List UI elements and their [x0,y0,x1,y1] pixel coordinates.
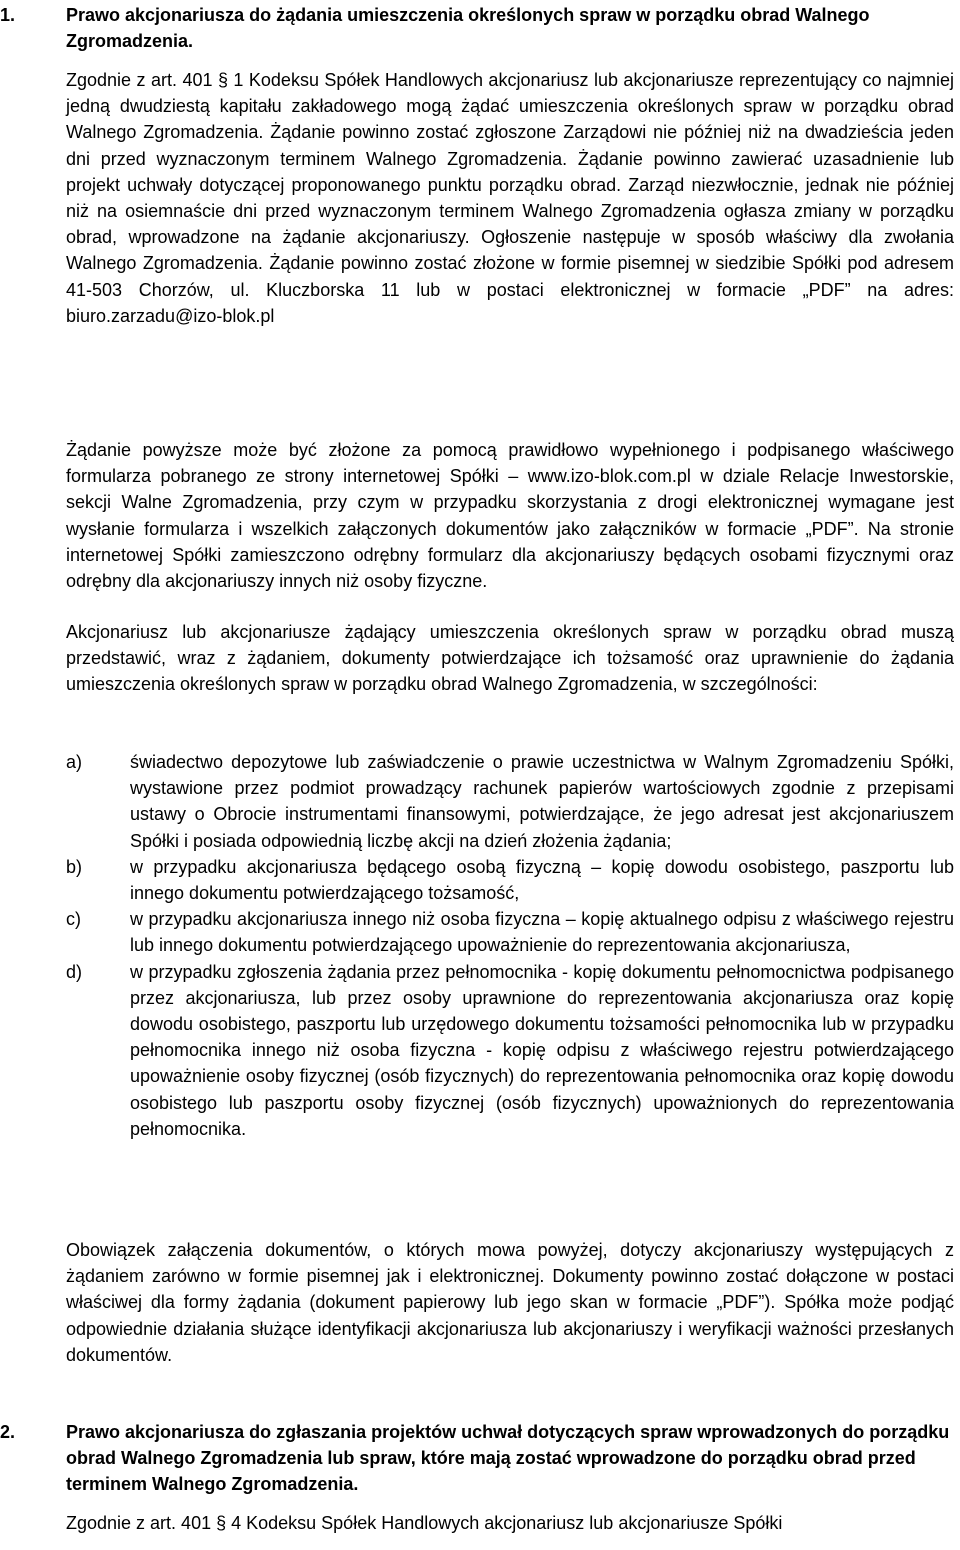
list-item-text: w przypadku akcjonariusza będącego osobą fizyczną – kopię dowodu osobistego, paszportu lub innego dokumentu potwierdzającego tożsamość, [130,856,954,904]
documents-list [0,749,960,1142]
list-item [0,906,960,958]
list-item-marker: c) [66,909,81,930]
list-item-marker: d) [66,961,83,982]
list-item-text: świadectwo depozytowe lub zaświadczenie o prawie uczestnictwa w Walnym Zgromadzeniu Spółki, wystawione przez podmiot prowadzący rachunek papierów wartościowych zgodnie z przepisami ustawy o Obrocie instrumentami finansowymi, potwierdzające, że jego adresat jest akcjonariuszem Spółki i posiada odpowiednią liczbę akcji na dzień złożenia żądania; [130,752,954,851]
list-item [0,749,960,854]
list-item-marker: a) [66,752,83,772]
section-2-title: Prawo akcjonariusza do zgłaszania projektów uchwał dotyczących spraw wprowadzonych do porządku obrad Walnego Zgromadzenia lub spraw, które mają zostać wprowadzone do porządku obrad przed terminem Walnego Zgromadzenia. [66,1422,950,1495]
section-1-paragraph-2: Żądanie powyższe może być złożone za pomocą prawidłowo wypełnionego i podpisanego właściwego formularza pobranego ze strony internetowej Spółki – www.izo-blok.com.pl w dziale Relacje Inwestorskie, sekcji Walne Zgromadzenia, przy czym w przypadku skorzystania z drogi elektronicznej wymagane jest wysłanie formularza i wszelkich załączonych dokumentów jako załączników w formacie „PDF”. Na stronie internetowej Spółki zamieszczono odrębny formularz dla akcjonariuszy będących osobami fizycznymi oraz odrębny dla akcjonariuszy innych niż osoby fizyczne. [66,440,954,592]
section-1-number: 1. [0,5,16,25]
list-item-text: w przypadku zgłoszenia żądania przez pełnomocnika - kopię dokumentu pełnomocnictwa podpisanego przez akcjonariusza, lub przez osoby uprawnione do reprezentowania akcjonariusza oraz kopię dowodu osobistego, paszportu lub urzędowego dokumentu tożsamości pełnomocnika lub w przypadku pełnomocnika innego niż osoba fizyczna - kopię odpisu z właściwego rejestru potwierdzającego upoważnienie osoby fizycznej (osób fizycznych) do reprezentowania pełnomocnika oraz kopię dowodu osobistego lub paszportu osoby fizycznej (osób fizycznych) upoważnionych do reprezentowania pełnomocnika. [130,961,954,1139]
list-item-marker: b) [66,856,83,877]
section-1-paragraph-3: Akcjonariusz lub akcjonariusze żądający umieszczenia określonych spraw w porządku obrad muszą przedstawić, wraz z żądaniem, dokumenty potwierdzające ich tożsamość oraz uprawnienie do żądania umieszczenia określonych spraw w porządku obrad Walnego Zgromadzenia, w szczególności: [66,622,954,695]
section-1-paragraph-1: Zgodnie z art. 401 § 1 Kodeksu Spółek Handlowych akcjonariusz lub akcjonariusze reprezentujący co najmniej jedną dwudziestą kapitału zakładowego mogą żądać umieszczenia określonych spraw w porządku obrad Walnego Zgromadzenia. Żądanie powinno zostać zgłoszone Zarządowi nie później niż na dwadzieścia jeden dni przed wyznaczonym terminem Walnego Zgromadzenia. Żądanie powinno zawierać uzasadnienie lub projekt uchwały dotyczącej proponowanego punktu porządku obrad. Zarząd niezwłocznie, jednak nie później niż na osiemnaście dni przed wyznaczonym terminem Walnego Zgromadzenia ogłasza zmiany w porządku obrad, wprowadzone na żądanie akcjonariuszy. Ogłoszenie następuje w sposób właściwy dla zwołania Walnego Zgromadzenia. Żądanie powinno zostać złożone w formie pisemnej w siedzibie Spółki pod adresem 41-503 Chorzów, ul. Kluczborska 11 lub w postaci elektronicznej w formacie „PDF” na adres: biuro.zarzadu@izo-blok.pl [66,70,954,326]
list-item-text: w przypadku akcjonariusza innego niż osoba fizyczna – kopię aktualnego odpisu z właściwego rejestru lub innego dokumentu potwierdzającego upoważnienie do reprezentowania akcjonariusza, [130,909,954,956]
section-2-number: 2. [0,1422,16,1442]
section-1-title: Prawo akcjonariusza do żądania umieszczenia określonych spraw w porządku obrad Walnego Zgromadzenia. [66,5,870,52]
section-1-paragraph-4: Obowiązek załączenia dokumentów, o których mowa powyżej, dotyczy akcjonariuszy występujących z żądaniem zarówno w formie pisemnej jak i elektronicznej. Dokumenty powinno zostać dołączone w postaci właściwej dla formy żądania (dokument papierowy lub jego skan w formacie „PDF”). Spółka może podjąć odpowiednie działania służące identyfikacji akcjonariusza lub akcjonariuszy i weryfikacji ważności przesłanych dokumentów. [66,1240,954,1365]
list-item [0,854,960,906]
section-2-paragraph-1: Zgodnie z art. 401 § 4 Kodeksu Spółek Handlowych akcjonariusz lub akcjonariusze Spółki [66,1513,783,1533]
list-item [0,959,960,1142]
